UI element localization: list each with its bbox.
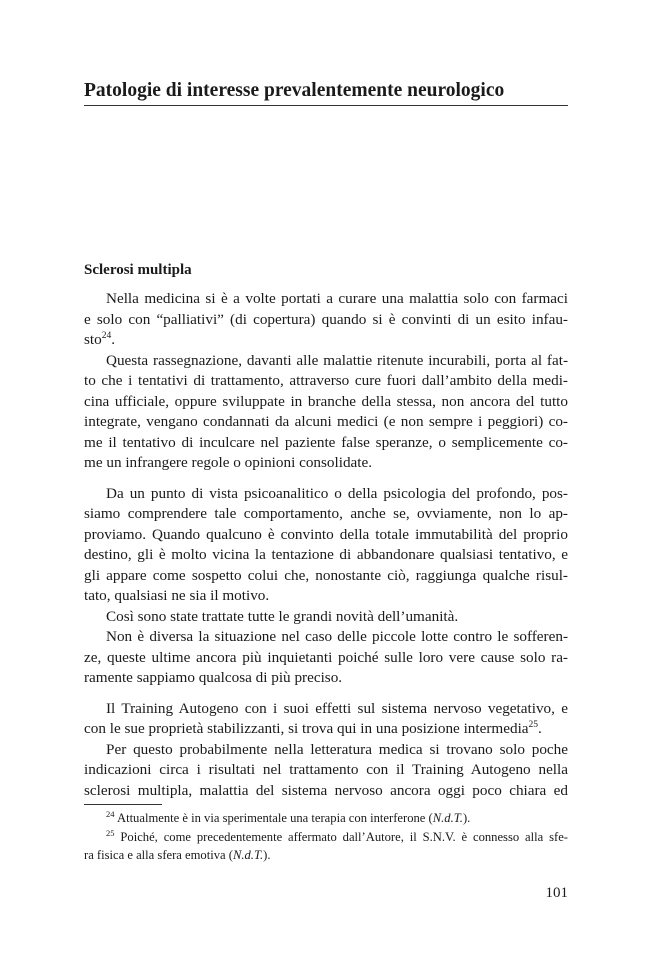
line-text: ze, queste ultime ancora più inquietanti poiché sulle loro vere cause solo ra-	[84, 648, 568, 666]
text-line	[84, 289, 568, 310]
text-line	[84, 760, 568, 781]
text-line	[84, 525, 568, 546]
line-text: Per questo probabilmente nella letteratura medica si trovano solo poche	[106, 740, 568, 758]
text-line	[84, 504, 568, 525]
line-text: to che i tentativi di trattamento, attraverso cure fuori dall’ambito della medi-	[84, 372, 568, 389]
line-text: tato, qualsiasi ne sia il motivo.	[84, 587, 270, 604]
text-line	[84, 351, 568, 372]
text-line	[84, 699, 568, 720]
text-line	[84, 412, 568, 433]
line-text: destino, gli è molto vicina la tentazione di abbandonare qualsiasi tentativo, e	[84, 546, 568, 563]
italic-abbrev: N.d.T.	[232, 848, 264, 862]
line-text: sto	[84, 331, 102, 348]
text-line	[84, 453, 568, 474]
line-text: Questa rassegnazione, davanti alle malattie ritenute incurabili, porta al fat-	[106, 351, 568, 369]
line-text: Non è diversa la situazione nel caso delle piccole lotte contro le sofferen-	[106, 628, 568, 645]
italic-abbrev: N.d.T.	[432, 811, 463, 825]
paragraph	[84, 740, 568, 802]
footnote-line	[84, 828, 568, 847]
page-number: 101	[545, 885, 568, 901]
text-section	[84, 289, 568, 474]
line-text: cina ufficiale, oppure sviluppate in branche della stessa, non ancora del tutto	[84, 392, 568, 410]
running-head: Patologie di interesse prevalentemente neurologico	[84, 80, 505, 101]
text-line	[84, 586, 568, 607]
header-rule	[84, 105, 568, 106]
line-text: sclerosi multipla, malattia del sistema nervoso ancora oggi poco chiara ed	[84, 781, 568, 799]
paragraph	[84, 627, 568, 689]
line-tail: .	[111, 331, 116, 348]
paragraph	[84, 699, 568, 740]
text-section	[84, 699, 568, 802]
line-text: proviamo. Quando qualcuno è convinto della totale immutabilità del proprio	[84, 525, 568, 543]
paragraph	[84, 484, 568, 607]
text-line	[84, 781, 568, 802]
section-title: Sclerosi multipla	[84, 262, 192, 278]
footnote-line	[84, 846, 568, 865]
text-line	[84, 310, 568, 331]
text-line	[84, 648, 568, 669]
line-text: Da un punto di vista psicoanalitico o della psicologia del profondo, pos-	[106, 484, 568, 502]
paragraph	[84, 607, 568, 628]
text-line	[84, 371, 568, 392]
line-text: con le sue proprietà stabilizzanti, si trova qui in una posizione intermedia	[84, 720, 529, 737]
line-text: gli appare come sospetto colui che, nonostante ciò, raggiunga qualche risul-	[84, 566, 568, 584]
line-text: e solo con “palliativi” (di copertura) quando si è convinti di un esito infau-	[84, 310, 568, 328]
footnote-rule	[84, 804, 162, 805]
text-section	[84, 484, 568, 689]
line-text: ramente sappiamo qualcosa di più preciso.	[84, 669, 343, 686]
line-text: integrate, vengano condannati da alcuni medici (e non sempre i peggiori) co-	[84, 413, 568, 430]
text-line	[84, 484, 568, 505]
footnote-number: 24	[106, 809, 115, 819]
footnote-text: Attualmente è in via sperimentale una terapia con interferone (N.d.T.).	[116, 811, 471, 825]
text-line	[84, 433, 568, 454]
line-text: Così sono state trattate tutte le grandi novità dell’umanità.	[106, 607, 459, 625]
text-line	[84, 607, 568, 628]
line-text: Il Training Autogeno con i suoi effetti sul sistema nervoso vegetativo, e	[106, 699, 568, 717]
text-line	[84, 330, 568, 351]
text-line	[84, 627, 568, 648]
line-text: siamo comprendere tale comportamento, anche se, ovviamente, non lo ap-	[84, 505, 568, 522]
text-line	[84, 719, 568, 740]
text-line	[84, 392, 568, 413]
footnote-text: ra fisica e alla sfera emotiva (N.d.T.).	[84, 848, 271, 862]
line-text: Nella medicina si è a volte portati a curare una malattia solo con farmaci	[106, 290, 568, 307]
paragraph	[84, 351, 568, 474]
text-line	[84, 566, 568, 587]
line-text: me un infrangere regole o opinioni consolidate.	[84, 454, 373, 471]
text-line	[84, 668, 568, 689]
footnote-line	[84, 809, 568, 828]
footnote-ref: 24	[101, 331, 112, 341]
line-text: me il tentativo di inculcare nel paziente false speranze, o semplicemente co-	[84, 433, 568, 451]
body-text	[84, 289, 568, 801]
footnote-number: 25	[106, 827, 115, 838]
text-line	[84, 740, 568, 761]
footnote-ref: 25	[528, 720, 539, 730]
line-text: indicazioni circa i risultati nel trattamento con il Training Autogeno nella	[84, 761, 568, 778]
footnote-text: Poiché, come precedentemente affermato dall’Autore, il S.N.V. è connesso alla sfe-	[120, 829, 568, 844]
footnotes	[84, 809, 568, 865]
footnote	[84, 809, 568, 828]
text-line	[84, 545, 568, 566]
footnote	[84, 828, 568, 865]
paragraph	[84, 289, 568, 351]
line-tail: .	[538, 720, 542, 737]
